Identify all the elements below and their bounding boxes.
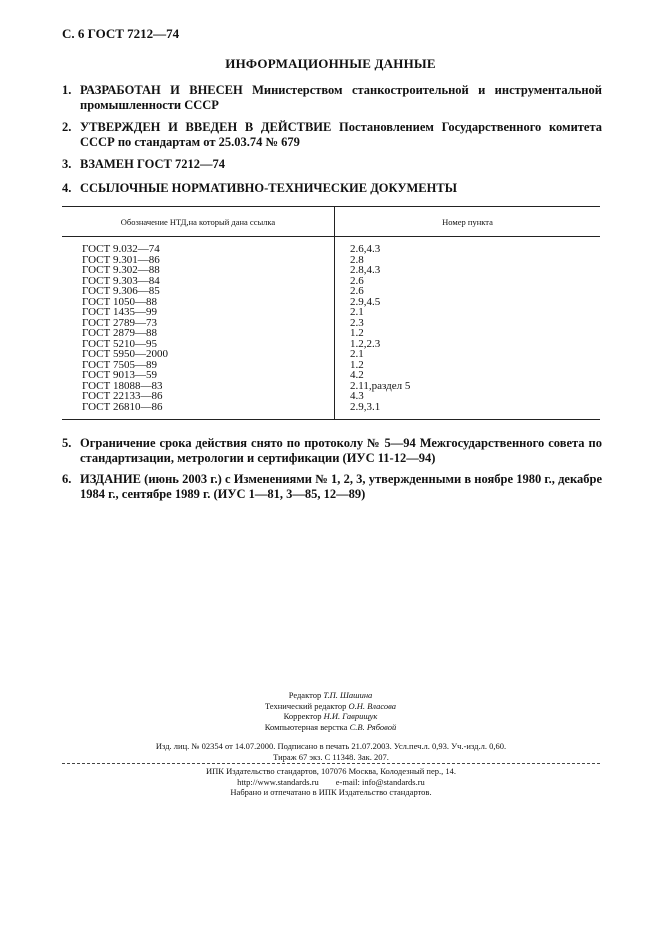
clause-cell: 2.9,4.5 [350,295,381,308]
item-number: 3. [62,157,72,171]
credit-person: Н.И. Гаврищук [323,711,378,721]
clause-cell: 2.6 [350,285,364,297]
item-text: Министерством станкостроительной и инструментальной промышленности СССР [80,83,602,112]
credit-person: Т.П. Шашина [323,690,373,700]
item-number: 2. [62,120,72,134]
info-item-5 [62,436,602,466]
publisher-info [62,766,600,798]
item-lead: РАЗРАБОТАН И ВНЕСЕН [80,83,243,97]
publisher-contacts [62,777,600,788]
info-item-4 [62,181,602,196]
clause-cell: 1.2 [350,327,364,339]
clause-cell: 2.9,3.1 [335,402,601,420]
item-lead: ВЗАМЕН ГОСТ 7212—74 [80,157,225,171]
table-row [62,328,600,339]
credit-line [0,711,661,722]
page-header: С. 6 ГОСТ 7212—74 [62,26,180,41]
info-item-1 [62,83,602,113]
credit-role: Корректор [283,711,322,721]
doc-cell: ГОСТ 26810—86 [62,402,335,420]
clause-cell: 2.1 [350,306,364,318]
publisher-website[interactable]: http://www.standards.ru [237,776,319,787]
doc-cell: ГОСТ 22133—86 [62,391,335,402]
credit-role: Компьютерная верстка [264,721,348,732]
doc-cell: ГОСТ 9.301—86 [62,255,335,266]
info-item-2 [62,120,602,150]
table-row [62,349,600,360]
table-row [62,265,600,276]
publisher-address: ИПК Издательство стандартов, 107076 Москва, Колодезный пер., 14. [206,766,456,776]
doc-cell: ГОСТ 9013—59 [62,370,335,381]
doc-cell: ГОСТ 1050—88 [62,297,335,308]
col-header-document: Обозначение НТД,на который дана ссылка [62,207,335,237]
doc-cell: ГОСТ 5950—2000 [62,349,335,360]
clause-cell: 1.2,2.3 [350,337,381,350]
print-info [62,741,600,762]
clause-cell: 4.2 [350,369,364,381]
table-row [62,391,600,402]
item-text: ИЗДАНИЕ (июнь 2003 г.) с Изменениями № 1, 2, 3, утвержденными в ноябре 1980 г., декабре 1984 г., сентябре 1989 г. (ИУС 1—81, 3—85, 12—89) [80,472,602,501]
clause-cell: 2.1 [350,348,364,360]
credit-line [0,722,661,733]
item-lead: ССЫЛОЧНЫЕ НОРМАТИВНО-ТЕХНИЧЕСКИЕ ДОКУМЕНТЫ [80,181,457,195]
doc-cell: ГОСТ 9.032—74 [62,237,335,255]
credit-role: Технический редактор [264,700,347,711]
table-row [62,370,600,381]
item-number: 5. [62,436,72,450]
section-title: ИНФОРМАЦИОННЫЕ ДАННЫЕ [225,56,436,71]
clause-cell: 2.6,4.3 [350,243,381,255]
credit-person: О.Н. Власова [348,700,397,711]
credit-line [0,701,661,712]
doc-cell: ГОСТ 2789—73 [62,318,335,329]
doc-cell: ГОСТ 9.303—84 [62,276,335,287]
clause-cell: 2.3 [350,316,364,329]
item-number: 6. [62,472,72,486]
credit-line [0,690,661,701]
item-text: Ограничение срока действия снято по протоколу № 5—94 Межгосударственного совета по стандартизации, метрологии и сертификации (ИУС 11-12—94) [80,436,602,465]
doc-cell: ГОСТ 5210—95 [62,339,335,350]
clause-cell: 2.8 [350,253,364,266]
clause-cell: 4.3 [350,390,364,402]
table-row [62,402,600,420]
printed-note: Набрано и отпечатано в ИПК Издательство стандартов. [230,787,432,797]
col-header-clause: Номер пункта [335,207,601,237]
item-text: Постановлением Государственного комитета СССР по стандартам от 25.03.74 № 679 [80,120,603,149]
doc-cell: ГОСТ 7505—89 [62,360,335,371]
item-lead: УТВЕРЖДЕН И ВВЕДЕН В ДЕЙСТВИЕ [80,120,332,134]
doc-cell: ГОСТ 1435—99 [62,307,335,318]
credit-role: Редактор [288,690,322,700]
doc-cell: ГОСТ 9.302—88 [62,265,335,276]
clause-cell: 2.8,4.3 [350,264,381,276]
doc-cell: ГОСТ 9.306—85 [62,286,335,297]
doc-cell: ГОСТ 18088—83 [62,381,335,392]
clause-cell: 2.11,раздел 5 [350,379,411,392]
table-row [62,307,600,318]
publisher-email[interactable]: e-mail: info@standards.ru [335,776,425,787]
info-item-6 [62,472,602,502]
item-number: 1. [62,83,72,97]
print-info-line-1: Изд. лиц. № 02354 от 14.07.2000. Подписано в печать 21.07.2003. Усл.печ.л. 0,93. Уч.-изд.л. 0,60. [155,741,507,751]
credit-person: С.В. Рябовой [349,721,397,732]
doc-cell: ГОСТ 2879—88 [62,328,335,339]
info-item-3 [62,157,602,172]
divider [62,763,600,764]
references-table [62,206,600,420]
item-number: 4. [62,181,72,195]
table-row [62,237,600,255]
table-row [62,286,600,297]
editorial-credits [0,690,661,732]
clause-cell: 2.6 [350,274,364,287]
clause-cell: 1.2 [350,358,364,371]
print-info-line-2: Тираж 67 экз. С 11348. Зак. 207. [273,751,389,762]
